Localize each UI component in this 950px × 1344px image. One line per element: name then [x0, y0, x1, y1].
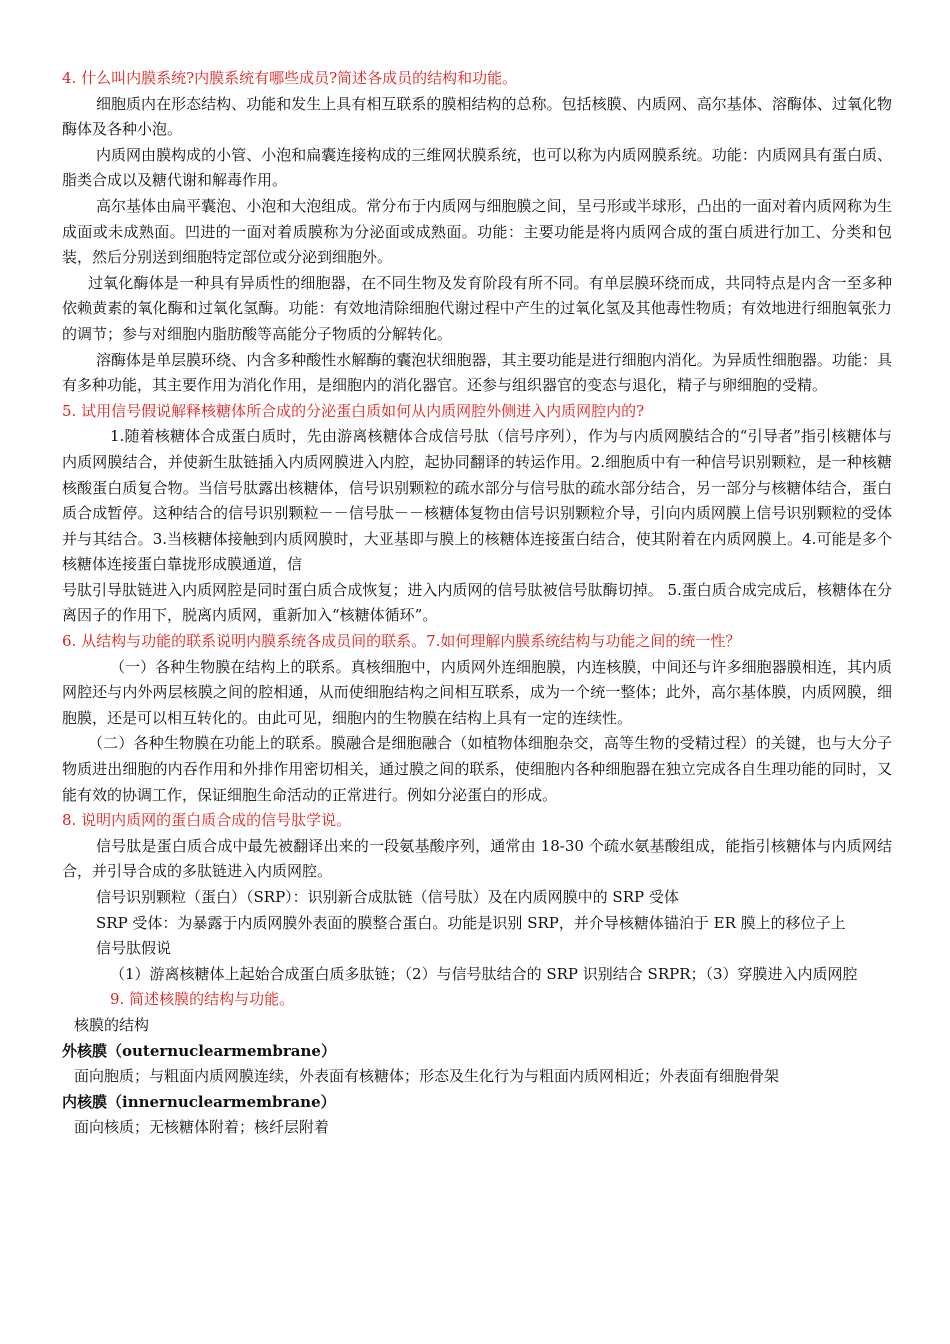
q5-paragraph-signal-hypothesis: 1.随着核糖体合成蛋白质时，先由游离核糖体合成信号肽（信号序列），作为与内质网膜结合的“引导者”指引核糖体与内质网膜结合，并使新生肽链插入内质网膜进入内腔，起协同翻译的转运作用。2.细胞质中有一种信号识别颗粒，是一种核糖核酸蛋白质复合物。当信号肽露出核糖体，信号识别颗粒的疏水部分与信号肽的疏水部分结合，另一部分与核糖体结合，蛋白质合成暂停。这种结合的信号识别颗粒－－信号肽－－核糖体复物由信号识别颗粒介导，引向内质网膜上信号识别颗粒的受体并与其结合。3.当核糖体接触到内质网膜时，大亚基即与膜上的核糖体连接蛋白结合，使其附着在内质网膜上。4.可能是多个核糖体连接蛋白靠拢形成膜通道，信 [62, 427, 892, 574]
q4-paragraph-endomembrane: 细胞质内在形态结构、功能和发生上具有相互联系的膜相结构的总称。包括核膜、内质网、高尔基体、溶酶体、过氧化物酶体及各种小泡。 [62, 94, 892, 139]
q4-paragraph-lysosome: 溶酶体是单层膜环绕、内含多种酸性水解酶的囊泡状细胞器，其主要功能是进行细胞内消化。为异质性细胞器。功能：具有多种功能，其主要作用为消化作用，是细胞内的消化器官。还参与组织器官的变态与退化，精子与卵细胞的受精。 [62, 350, 892, 395]
q8-paragraph-hypothesis-title: 信号肽假说 [96, 939, 172, 958]
document-body [62, 66, 892, 1141]
q8-paragraph-srp-receptor: SRP 受体：为暴露于内质网膜外表面的膜整合蛋白。功能是识别 SRP，并介导核糖体锚泊于 ER 膜上的移位子上 [96, 913, 846, 932]
q4-paragraph-golgi: 高尔基体由扁平囊泡、小泡和大泡组成。常分布于内质网与细胞膜之间，呈弓形或半球形，凸出的一面对着内质网称为生成面或未成熟面。凹进的一面对着质膜称为分泌面或成熟面。功能：主要功能是将内质网合成的蛋白质进行加工、分类和包装，然后分别送到细胞特定部位或分泌到细胞外。 [62, 196, 892, 267]
q9-outer-membrane-desc: 面向胞质；与粗面内质网膜连续，外表面有核糖体；形态及生化行为与粗面内质网相近；外表面有细胞骨架 [74, 1067, 780, 1086]
q8-paragraph-steps: （1）游离核糖体上起始合成蛋白质多肽链；（2）与信号肽结合的 SRP 识别结合 SRPR；（3）穿膜进入内质网腔 [110, 964, 858, 983]
question-6-7-heading: 6. 从结构与功能的联系说明内膜系统各成员间的联系。7.如何理解内膜系统结构与功能之间的统一性？ [62, 632, 741, 651]
q5-paragraph-continued: 号肽引导肽链进入内质网腔是同时蛋白质合成恢复；进入内质网的信号肽被信号肽酶切掉。 5.蛋白质合成完成后，核糖体在分离因子的作用下，脱离内质网，重新加入“核糖体循环”。 [62, 580, 892, 625]
question-8-heading: 8. 说明内质网的蛋白质合成的信号肽学说。 [62, 811, 352, 830]
question-9-heading: 9. 简述核膜的结构与功能。 [110, 990, 295, 1009]
q6-paragraph-function: （二）各种生物膜在功能上的联系。膜融合是细胞融合（如植物体细胞杂交，高等生物的受精过程）的关键，也与大分子物质进出细胞的内吞作用和外排作用密切相关，通过膜之间的联系，使细胞内各种细胞器在独立完成各自生理功能的同时，又能有效的协调工作，保证细胞生命活动的正常进行。例如分泌蛋白的形成。 [62, 734, 892, 804]
q9-inner-membrane-desc: 面向核质；无核糖体附着；核纤层附着 [74, 1118, 330, 1137]
q8-paragraph-signal-peptide: 信号肽是蛋白质合成中最先被翻译出来的一段氨基酸序列，通常由 18-30 个疏水氨基酸组成，能指引核糖体与内质网结合，并引导合成的多肽链进入内质网腔。 [62, 836, 892, 881]
q9-outer-membrane-title: 外核膜（outernuclearmembrane） [62, 1041, 336, 1060]
q4-paragraph-er: 内质网由膜构成的小管、小泡和扁囊连接构成的三维网状膜系统，也可以称为内质网膜系统。功能：内质网具有蛋白质、脂类合成以及糖代谢和解毒作用。 [62, 145, 892, 190]
q9-inner-membrane-title: 内核膜（innernuclearmembrane） [62, 1092, 336, 1111]
q8-paragraph-srp: 信号识别颗粒（蛋白）（SRP）：识别新合成肽链（信号肽）及在内质网膜中的 SRP 受体 [96, 888, 679, 906]
question-5-heading: 5. 试用信号假说解释核糖体所合成的分泌蛋白质如何从内质网腔外侧进入内质网腔内的? [62, 401, 645, 420]
q9-structure-label: 核膜的结构 [74, 1015, 150, 1034]
q6-paragraph-structure: （一）各种生物膜在结构上的联系。真核细胞中，内质网外连细胞膜，内连核膜，中间还与许多细胞器膜相连，其内质网腔还与内外两层核膜之间的腔相通，从而使细胞结构之间相互联系，成为一个统一整体；此外，高尔基体膜，内质网膜，细胞膜，还是可以相互转化的。由此可见，细胞内的生物膜在结构上具有一定的连续性。 [62, 657, 892, 727]
q4-paragraph-peroxisome: 过氧化酶体是一种具有异质性的细胞器，在不同生物及发育阶段有所不同。有单层膜环绕而成，共同特点是内含一至多种依赖黄素的氧化酶和过氧化氢酶。功能：有效地清除细胞代谢过程中产生的过氧化氢及其他毒性物质；有效地进行细胞氧张力的调节；参与对细胞内脂肪酸等高能分子物质的分解转化。 [62, 273, 892, 343]
question-4-heading: 4. 什么叫内膜系统?内膜系统有哪些成员?简述各成员的结构和功能。 [62, 69, 518, 87]
